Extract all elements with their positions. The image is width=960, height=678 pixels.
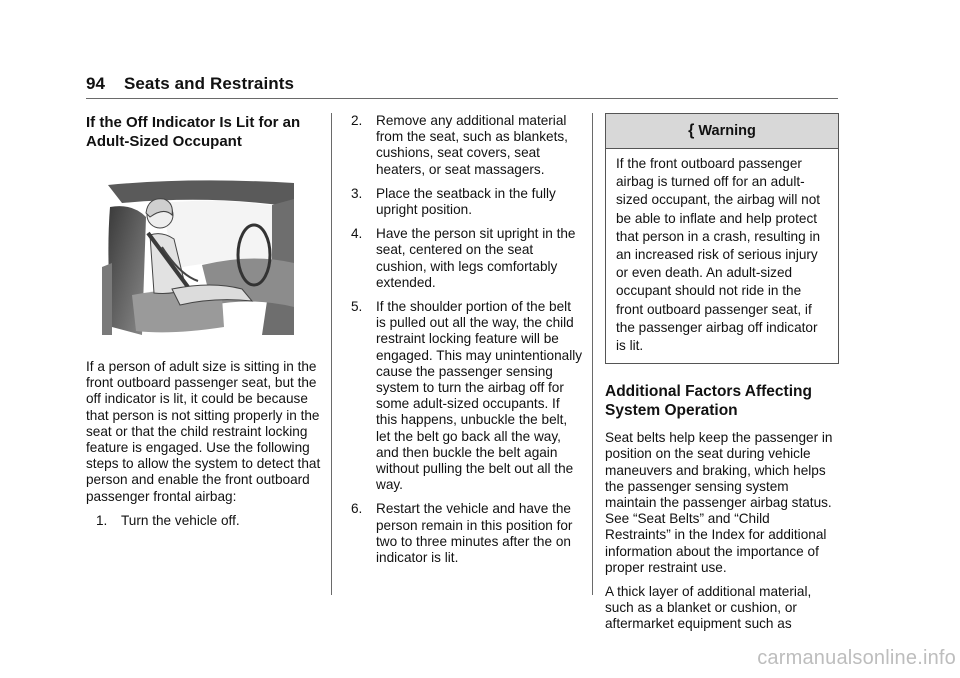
list-item: 5. If the shoulder portion of the belt is pulled out all the way, the child restraint locking feature will be engaged. This may unintentionally cause the passenger sensing system to turn the airbag off for some adult-sized occupants. If this happens, unbuckle the belt, let the belt go back all the way, and then buckle the belt again without pulling the belt out all the way. (351, 299, 583, 493)
warning-box (605, 113, 839, 364)
intro-paragraph: If a person of adult size is sitting in the front outboard passenger seat, but the off indicator is lit, it could be because that person is not sitting properly in the seat or that the child restraint locking feature is engaged. Use the following steps to allow the system to detect that person and enable the front outboard passenger frontal airbag: (86, 359, 321, 504)
column-divider-1 (331, 113, 332, 595)
warning-header (606, 114, 838, 149)
steps-list-continued (351, 113, 583, 566)
list-item: 1. Turn the vehicle off. (96, 512, 240, 528)
section-title: Seats and Restraints (123, 74, 295, 93)
section-heading-additional-factors: Additional Factors Affecting System Operation (605, 383, 812, 420)
section-heading-off-indicator: If the Off Indicator Is Lit for an Adult-Sized Occupant (86, 114, 301, 150)
column-1 (86, 113, 322, 537)
column-3 (605, 113, 839, 641)
header-rule (86, 98, 838, 99)
list-item: 6. Restart the vehicle and have the person remain in this position for two to three minutes after the on indicator is lit. (351, 501, 573, 566)
page-number: 94 (86, 74, 106, 93)
warning-icon: { (688, 121, 695, 139)
watermark: carmanualsonline.info (757, 647, 956, 669)
list-item: 2. Remove any additional material from the seat, such as blankets, cushions, seat covers, seat heaters, or seat massagers. (351, 113, 568, 177)
steps-list-start (86, 513, 322, 529)
list-item: 4. Have the person sit upright in the seat, centered on the seat cushion, with legs comfortably extended. (351, 226, 576, 290)
column-divider-2 (592, 113, 593, 595)
warning-title: Warning (698, 122, 756, 139)
paragraph: A thick layer of additional material, such as a blanket or cushion, or aftermarket equipment such as (605, 584, 812, 632)
warning-body: If the front outboard passenger airbag is turned off for an adult-sized occupant, the airbag will not be able to inflate and help protect that person in a crash, resulting in an increased risk of serious injury or even death. An adult-sized occupant should not ride in the front outboard passenger seat, if the passenger airbag off indicator is lit. (616, 156, 821, 354)
column-2 (351, 113, 583, 574)
list-item: 3. Place the seatback in the fully upright position. (351, 185, 556, 218)
page-header (86, 74, 294, 94)
occupant-illustration (102, 177, 298, 335)
paragraph: Seat belts help keep the passenger in position on the seat during vehicle maneuvers and braking, which helps the passenger sensing system maintain the passenger airbag status. See “Seat Belts” and “Child Restraints” in the Index for additional information about the importance of proper restraint use. (605, 430, 833, 575)
